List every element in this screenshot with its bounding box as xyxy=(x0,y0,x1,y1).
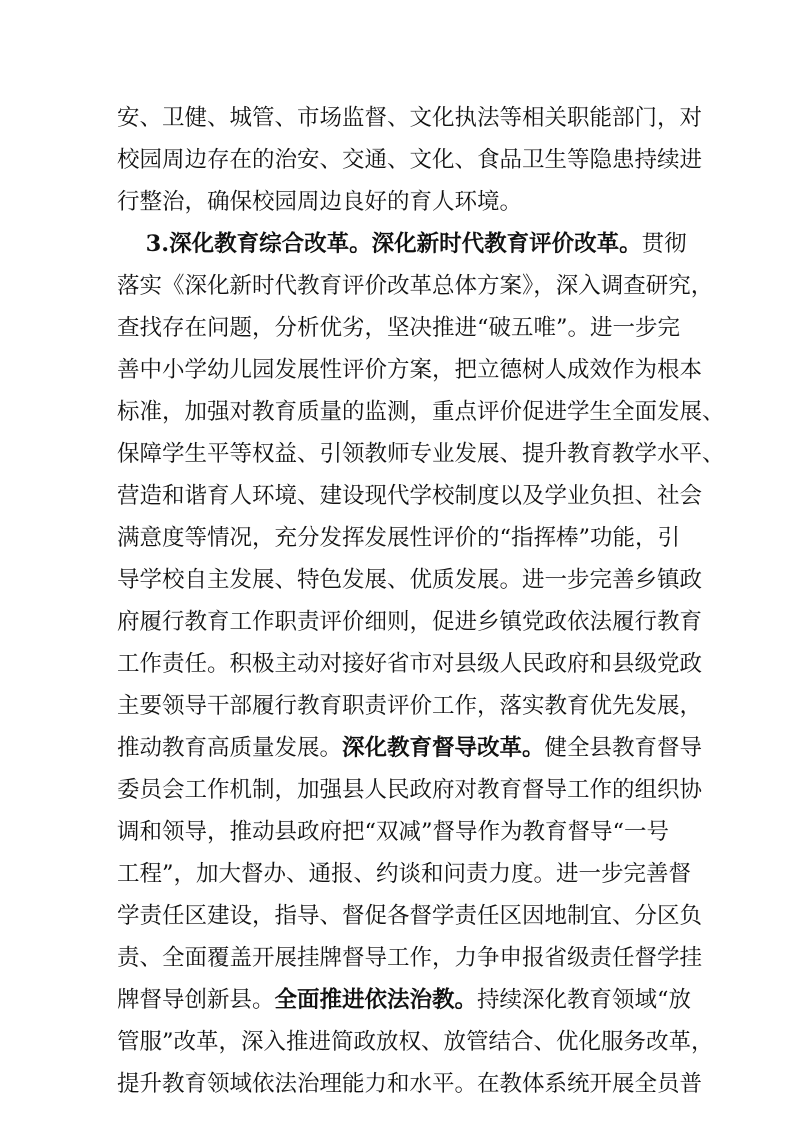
text-line-15: 主要领导干部履行教育职责评价工作，落实教育优先发展， xyxy=(117,693,703,719)
text-line-10: 营造和谐育人环境、建设现代学校制度以及学业负担、社会 xyxy=(117,483,703,509)
text-line-23: 管服”改革，深入推进简政放权、放管结合、优化服务改革， xyxy=(117,1029,714,1055)
text-line-18: 调和领导，推动县政府把“双减”督导作为教育督导“一号 xyxy=(117,819,670,845)
text-line-6: 查找存在问题，分析优劣，坚决推进“破五唯”。进一步完 xyxy=(117,315,681,341)
text-line-21: 责、全面覆盖开展挂牌督导工作，力争申报省级责任督学挂 xyxy=(117,945,703,971)
text-line-1: 安、卫健、城管、市场监督、文化执法等相关职能部门，对 xyxy=(117,105,703,131)
text-line-7: 善中小学幼儿园发展性评价方案，把立德树人成效作为根本 xyxy=(117,357,703,383)
text-line-4: 3.深化教育综合改革。深化新时代教育评价改革。贯彻 xyxy=(145,231,687,257)
text-line-14: 工作责任。积极主动对接好省市对县级人民政府和县级党政 xyxy=(117,651,703,677)
text-line-17: 委员会工作机制，加强县人民政府对教育督导工作的组织协 xyxy=(117,777,703,803)
bold-heading: 深化教育督导改革。 xyxy=(342,735,545,761)
text-line-12: 导学校自主发展、特色发展、优质发展。进一步完善乡镇政 xyxy=(117,567,703,593)
bold-heading: 全面推进依法治教。 xyxy=(274,987,478,1013)
bold-heading: 3.深化教育综合改革。深化新时代教育评价改革。 xyxy=(145,231,642,257)
text-line-3: 行整治，确保校园周边良好的育人环境。 xyxy=(117,189,523,215)
text-line-2: 校园周边存在的治安、交通、文化、食品卫生等隐患持续进 xyxy=(117,147,703,173)
text-line-20: 学责任区建设，指导、督促各督学责任区因地制宜、分区负 xyxy=(117,903,703,929)
text-line-24: 提升教育领域依法治理能力和水平。在教体系统开展全员普 xyxy=(117,1071,703,1097)
text-line-13: 府履行教育工作职责评价细则，促进乡镇党政依法履行教育 xyxy=(117,609,703,635)
text-line-19: 工程”，加大督办、通报、约谈和问责力度。进一步完善督 xyxy=(117,861,692,887)
text-line-11: 满意度等情况，充分发挥发展性评价的“指挥棒”功能，引 xyxy=(117,525,681,551)
text-line-5: 落实《深化新时代教育评价改革总体方案》，深入调查研究， xyxy=(117,273,714,299)
text-line-8: 标准，加强对教育质量的监测，重点评价促进学生全面发展、 xyxy=(117,399,725,425)
text-line-16: 推动教育高质量发展。深化教育督导改革。健全县教育督导 xyxy=(117,735,703,761)
text-line-9: 保障学生平等权益、引领教师专业发展、提升教育教学水平、 xyxy=(117,441,725,467)
text-line-22: 牌督导创新县。全面推进依法治教。持续深化教育领域“放 xyxy=(117,987,692,1013)
